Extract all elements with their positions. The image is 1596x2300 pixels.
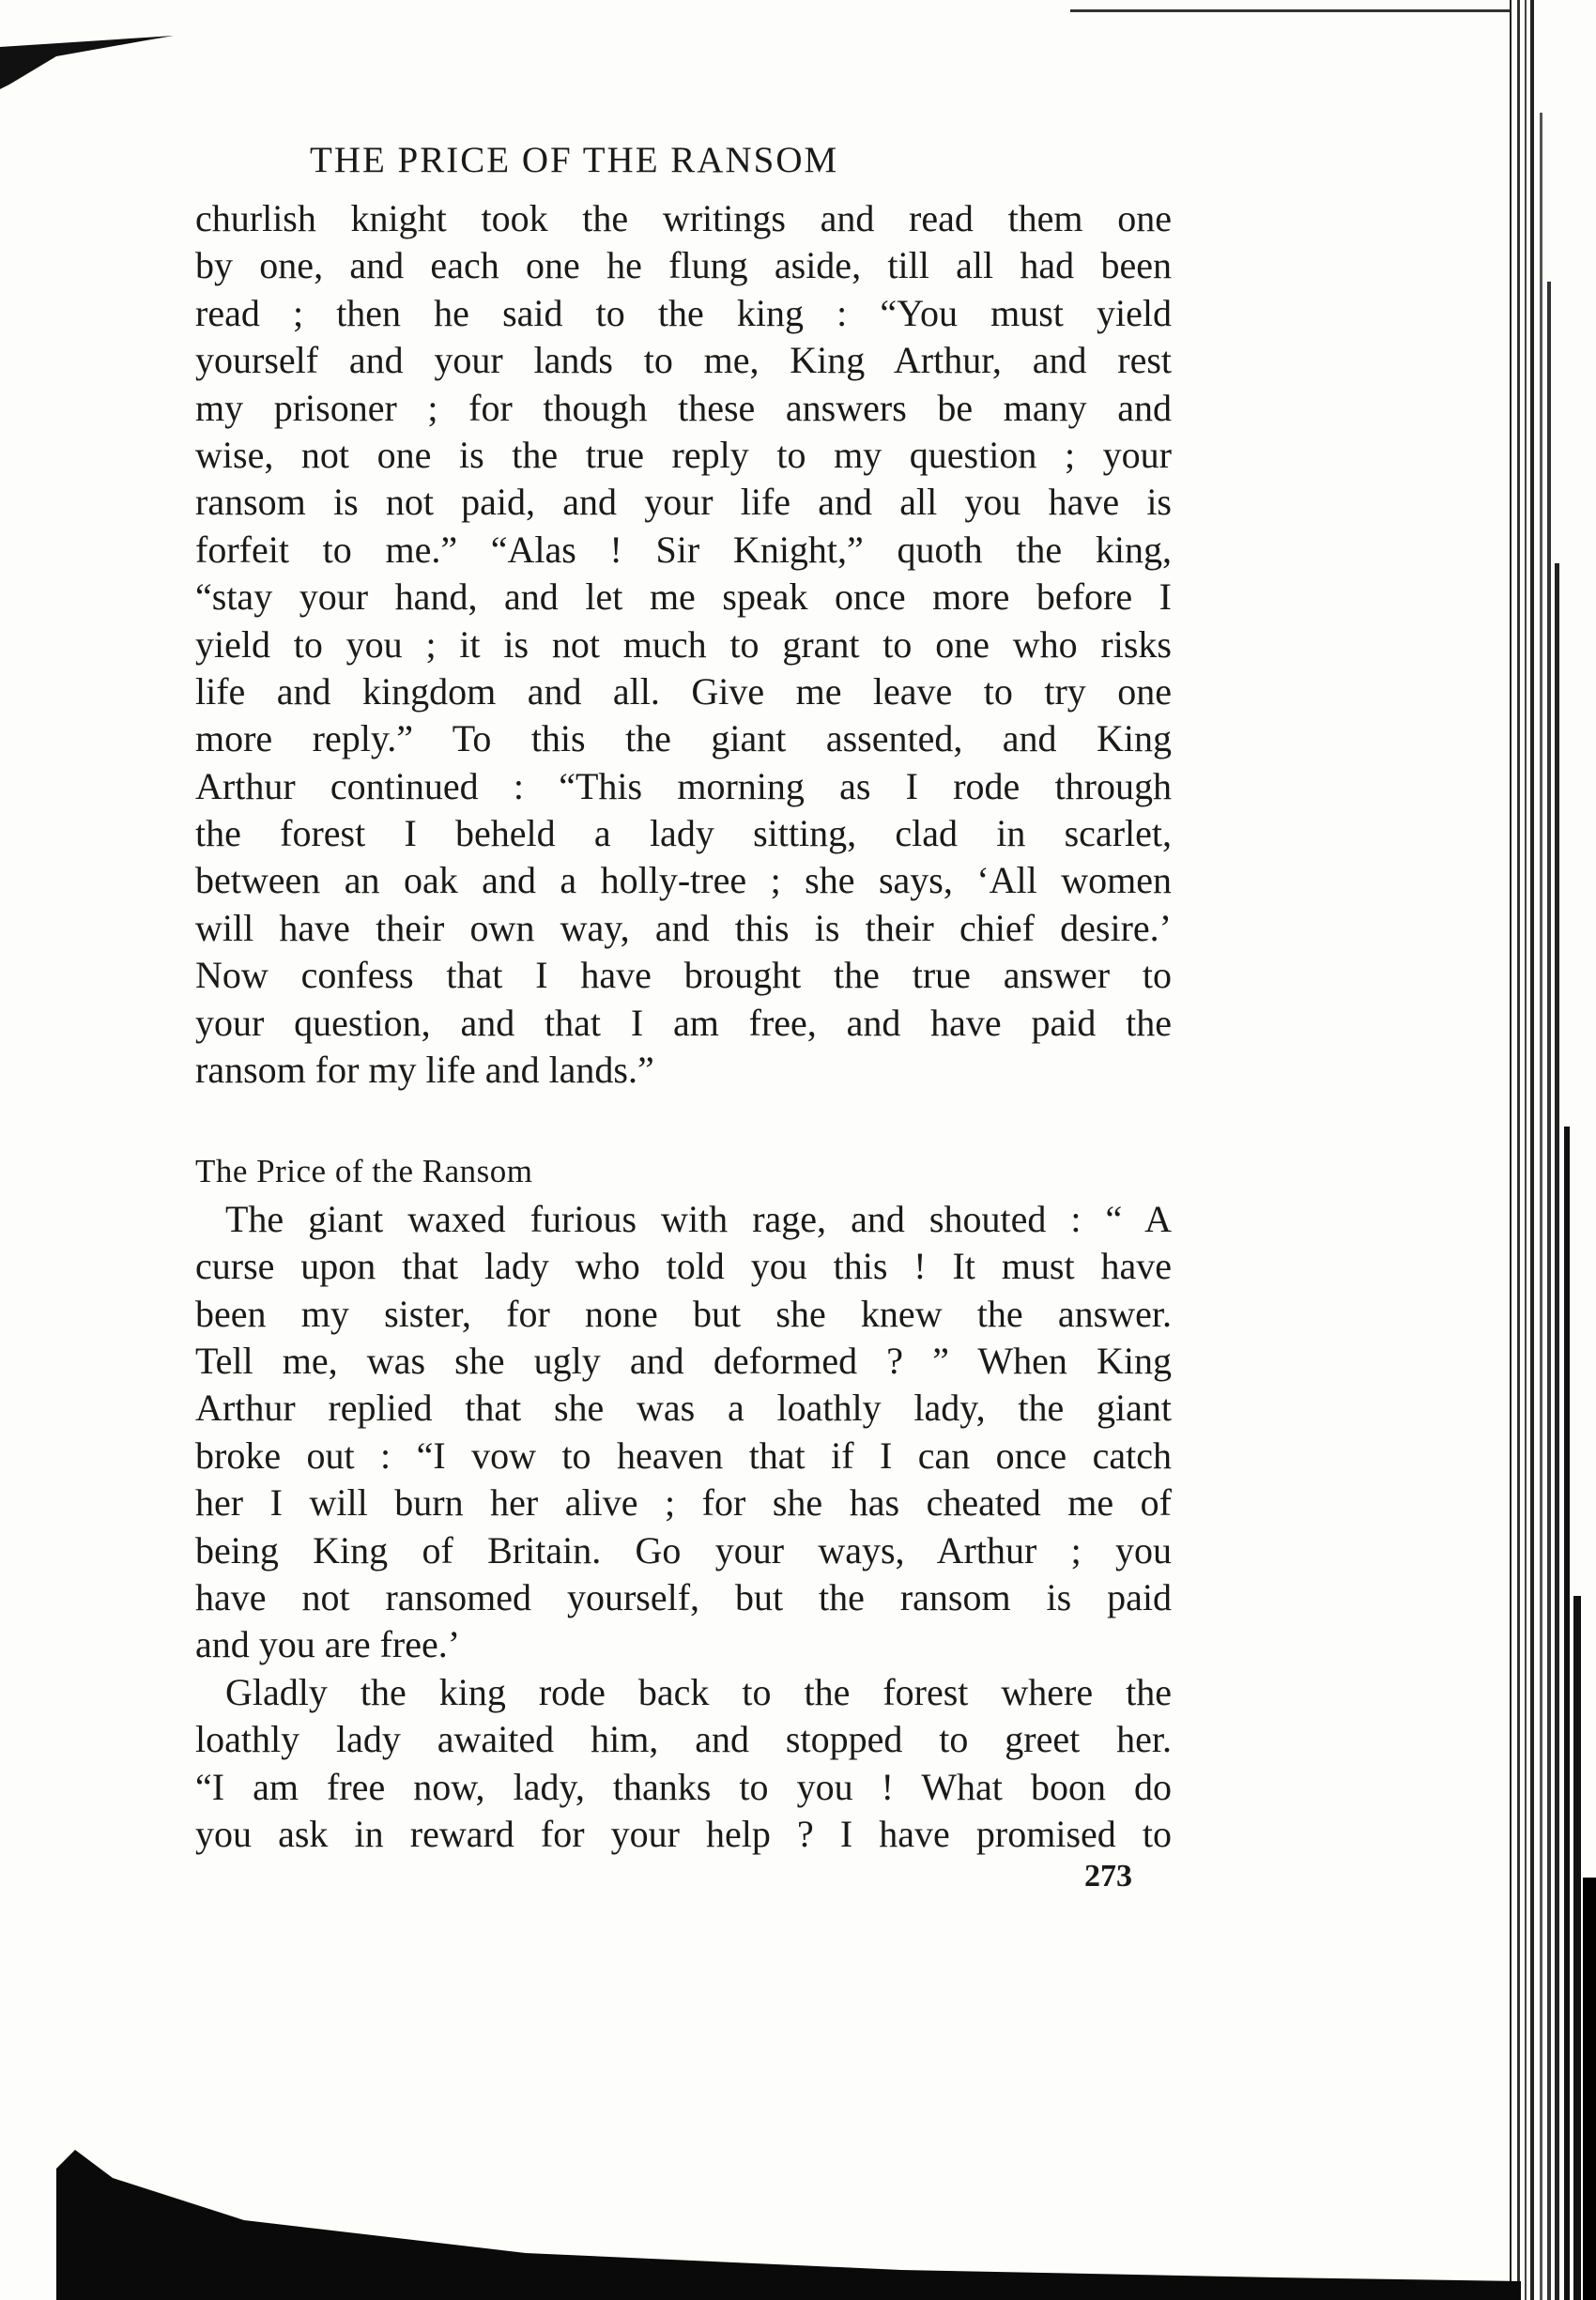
- text-line: Now confess that I have brought the true answer to: [195, 954, 1172, 997]
- text-line: you ask in reward for your help ? I have promised to: [195, 1812, 1172, 1855]
- text-line: The giant waxed furious with rage, and shouted : “ A: [225, 1197, 1172, 1240]
- running-head: THE PRICE OF THE RANSOM: [310, 140, 839, 180]
- text-line: ransom is not paid, and your life and all you have is: [195, 481, 1172, 524]
- text-line: ransom for my life and lands.”: [195, 1049, 654, 1092]
- text-line: “stay your hand, and let me speak once more before I: [195, 575, 1172, 619]
- text-line: yield to you ; it is not much to grant to one who risks: [195, 622, 1172, 666]
- text-line: and you are free.’: [195, 1623, 461, 1666]
- text-line: forfeit to me.” “Alas ! Sir Knight,” quoth the king,: [195, 528, 1172, 571]
- text-line: Tell me, was she ugly and deformed ? ” When King: [195, 1339, 1172, 1382]
- text-line: loathly lady awaited him, and stopped to greet her.: [195, 1718, 1172, 1761]
- page-number: 273: [1084, 1859, 1132, 1894]
- text-line: Gladly the king rode back to the forest where the: [225, 1670, 1172, 1713]
- ink-smear-bottom: [56, 2112, 1521, 2300]
- text-line: read ; then he said to the king : “You must yield: [195, 291, 1172, 334]
- text-line: her I will burn her alive ; for she has cheated me of: [195, 1481, 1172, 1525]
- text-line: more reply.” To this the giant assented, and King: [195, 717, 1172, 760]
- text-line: have not ransomed yourself, but the ransom is paid: [195, 1575, 1172, 1618]
- text-line: will have their own way, and this is their chief desire.’: [195, 906, 1172, 949]
- text-line: broke out : “I vow to heaven that if I can once catch: [195, 1434, 1172, 1477]
- text-line: been my sister, for none but she knew the answer.: [195, 1292, 1172, 1335]
- section-spacer: [195, 1094, 1172, 1148]
- text-line: “I am free now, lady, thanks to you ! What boon do: [195, 1765, 1172, 1808]
- text-line: churlish knight took the writings and read them one: [195, 197, 1172, 239]
- top-edge-rule: [1070, 9, 1512, 12]
- text-line: Arthur replied that she was a loathly lady, the giant: [195, 1387, 1172, 1430]
- text-line: life and kingdom and all. Give me leave to try one: [195, 669, 1172, 713]
- text-line: the forest I beheld a lady sitting, clad in scarlet,: [195, 812, 1172, 855]
- text-line: curse upon that lady who told you this ! It must have: [195, 1245, 1172, 1288]
- ink-wedge-mark: [0, 28, 178, 94]
- body-text: [195, 195, 1172, 1858]
- section-heading: The Price of the Ransom: [195, 1153, 533, 1190]
- text-line: your question, and that I am free, and have paid the: [195, 1001, 1172, 1044]
- text-line: yourself and your lands to me, King Arthur, and rest: [195, 339, 1172, 382]
- text-line: by one, and each one he flung aside, till all had been: [195, 244, 1172, 287]
- text-line: my prisoner ; for though these answers be many and: [195, 386, 1172, 429]
- binding-gutter: [1493, 0, 1596, 2300]
- text-line: wise, not one is the true reply to my question ; your: [195, 433, 1172, 476]
- text-line: between an oak and a holly-tree ; she says, ‘All women: [195, 859, 1172, 902]
- text-line: being King of Britain. Go your ways, Arthur ; you: [195, 1528, 1172, 1572]
- text-line: Arthur continued : “This morning as I rode through: [195, 764, 1172, 807]
